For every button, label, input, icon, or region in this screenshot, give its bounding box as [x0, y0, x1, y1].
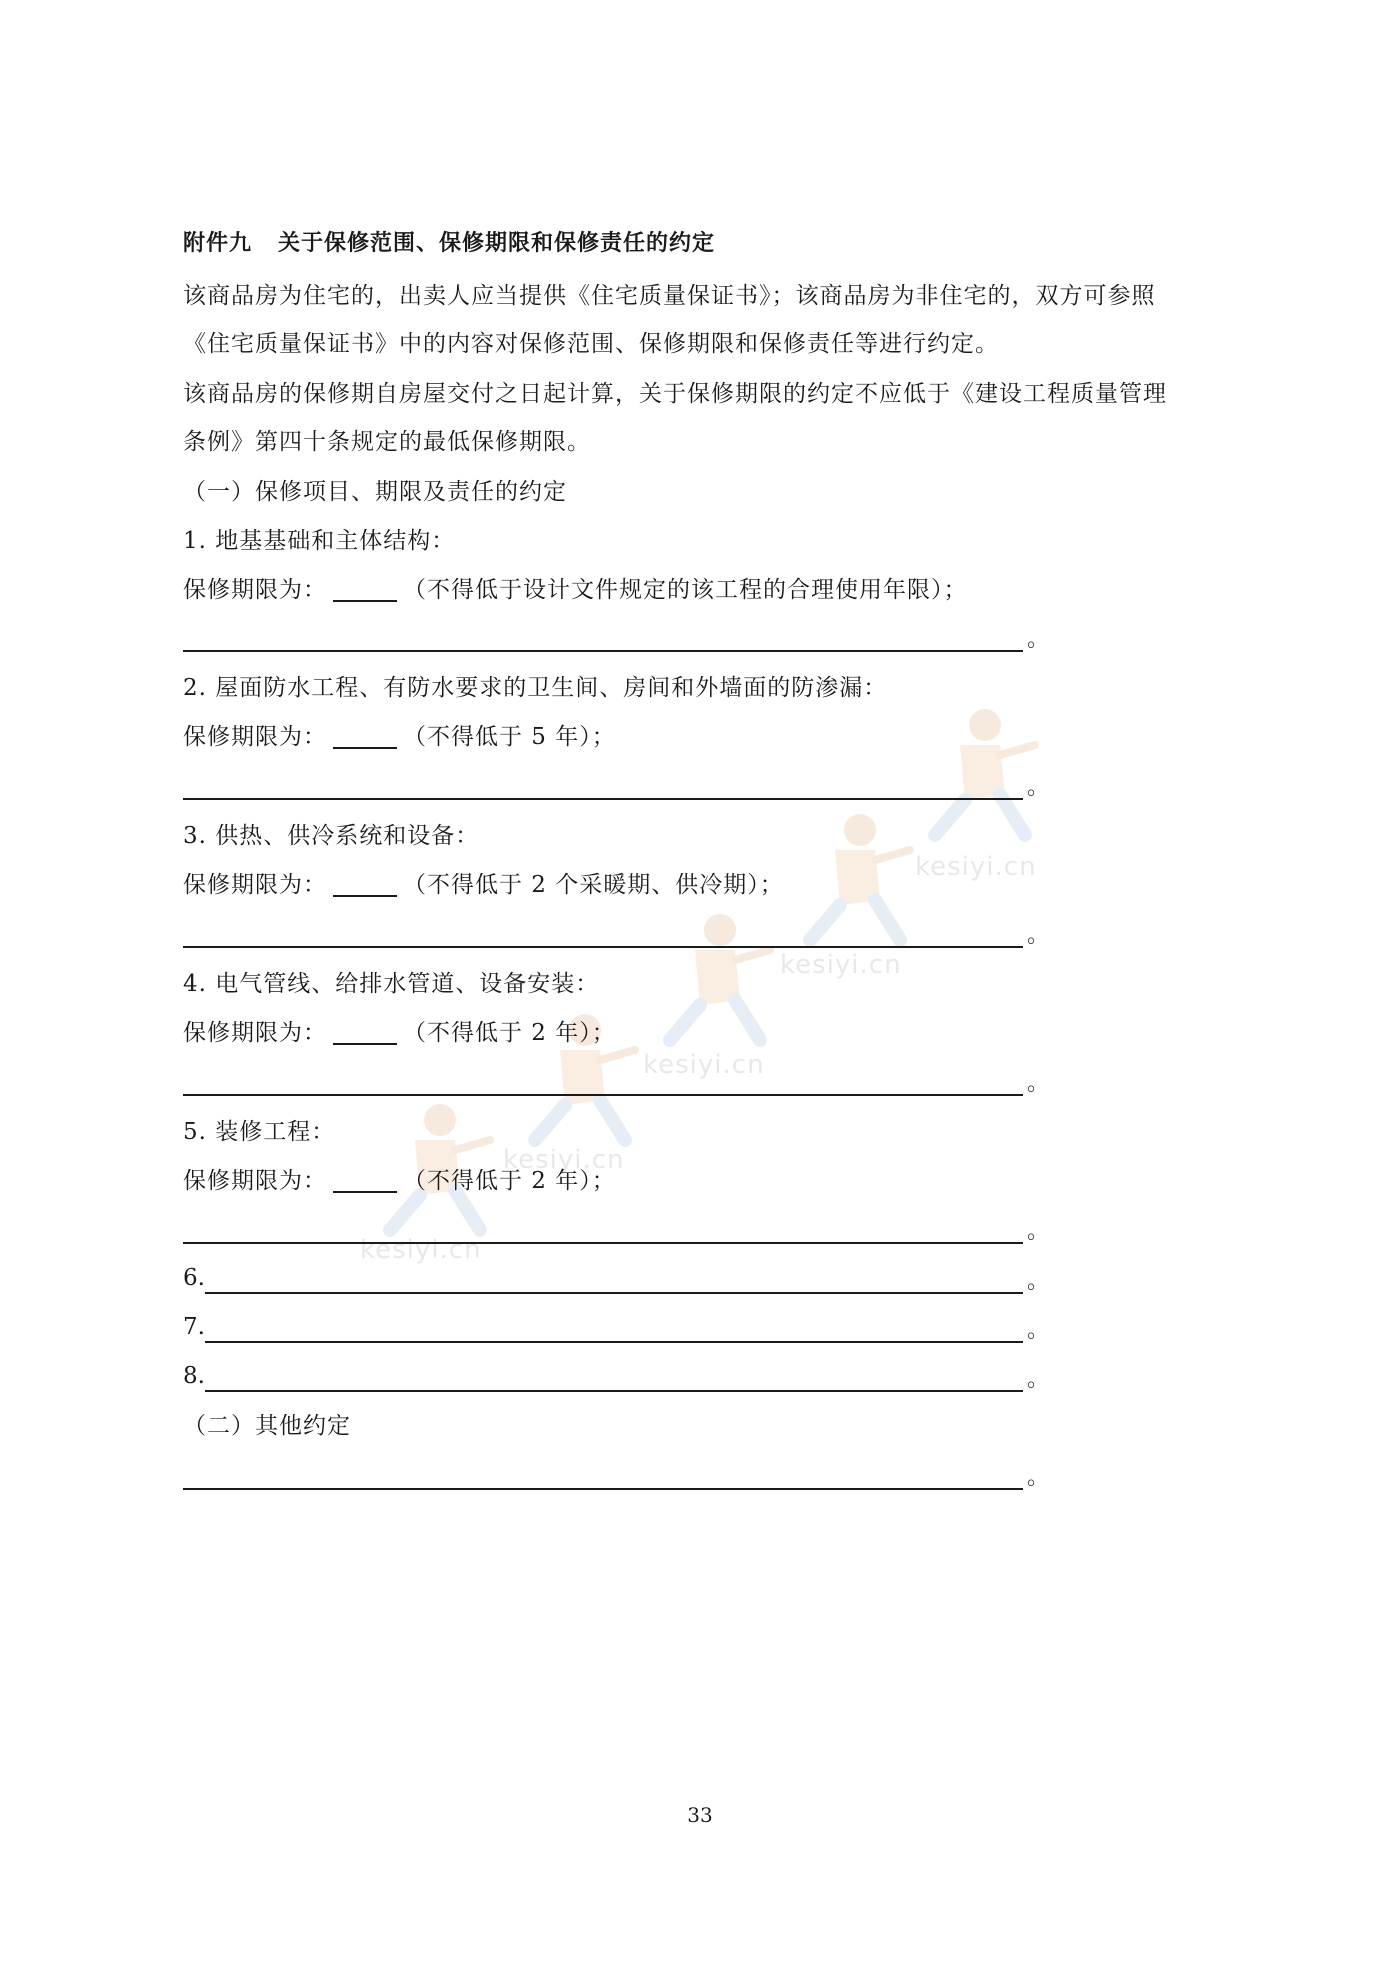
blank-underline: [183, 1094, 1023, 1096]
period-input[interactable]: [333, 723, 397, 749]
warranty-period-row: [183, 869, 784, 901]
period-label: 保修期限为：: [183, 1168, 327, 1194]
period-label: 保修期限为：: [183, 724, 327, 750]
intro-line: 该商品房的保修期自房屋交付之日起计算，关于保修期限的约定不应低于《建设工程质量管理: [183, 381, 1167, 407]
period-mark: 。: [1027, 1269, 1050, 1294]
fill-in-line[interactable]: [183, 768, 1063, 800]
period-mark: 。: [1027, 627, 1050, 652]
title-text: 关于保修范围、保修期限和保修责任的约定: [278, 231, 716, 256]
period-input[interactable]: [333, 1019, 397, 1045]
fill-in-line[interactable]: [183, 916, 1063, 948]
intro-line: 《住宅质量保证书》中的内容对保修范围、保修期限和保修责任等进行约定。: [183, 331, 999, 357]
item-label: 2. 屋面防水工程、有防水要求的卫生间、房间和外墙面的防渗漏：: [183, 675, 888, 701]
page-title: [183, 228, 715, 260]
period-input[interactable]: [333, 1167, 397, 1193]
page-number: 33: [687, 1803, 713, 1827]
intro-line: 该商品房为住宅的，出卖人应当提供《住宅质量保证书》；该商品房为非住宅的，双方可参照: [183, 283, 1156, 309]
period-note: （不得低于 5 年）；: [403, 724, 616, 750]
period-mark: 。: [1027, 923, 1050, 948]
period-mark: 。: [1027, 775, 1050, 800]
period-note: （不得低于设计文件规定的该工程的合理使用年限）；: [403, 577, 968, 603]
warranty-period-row: [183, 1165, 616, 1197]
blank-underline: [205, 1341, 1023, 1343]
blank-underline: [205, 1390, 1023, 1392]
warranty-period-row: [183, 721, 616, 753]
period-mark: 。: [1027, 1071, 1050, 1096]
blank-underline: [183, 798, 1023, 800]
blank-underline: [183, 650, 1023, 652]
period-label: 保修期限为：: [183, 872, 327, 898]
fill-in-line[interactable]: [183, 1212, 1063, 1244]
item-number: 8.: [183, 1363, 205, 1389]
watermark-text: kesiyi.cn: [915, 852, 1037, 882]
section-heading: （一）保修项目、期限及责任的约定: [183, 479, 567, 505]
warranty-period-row: [183, 1017, 616, 1049]
numbered-blank-row[interactable]: [183, 1360, 1063, 1392]
warranty-period-row: [183, 574, 968, 606]
blank-underline: [183, 1242, 1023, 1244]
item-number: 6.: [183, 1265, 205, 1291]
watermark-text: kesiyi.cn: [643, 1050, 765, 1080]
period-input[interactable]: [333, 576, 397, 602]
period-input[interactable]: [333, 871, 397, 897]
fill-in-line[interactable]: [183, 1458, 1063, 1490]
watermark-text: kesiyi.cn: [360, 1235, 482, 1265]
period-note: （不得低于 2 个采暖期、供冷期）；: [403, 872, 784, 898]
item-label: 1. 地基基础和主体结构：: [183, 528, 456, 554]
period-label: 保修期限为：: [183, 577, 327, 603]
period-mark: 。: [1027, 1465, 1050, 1490]
blank-underline: [183, 1488, 1023, 1490]
item-label: 4. 电气管线、给排水管道、设备安装：: [183, 971, 600, 997]
title-annex-number: 附件九: [183, 231, 253, 256]
fill-in-line[interactable]: [183, 1064, 1063, 1096]
period-label: 保修期限为：: [183, 1020, 327, 1046]
section-heading: （二）其他约定: [183, 1413, 351, 1439]
numbered-blank-row[interactable]: [183, 1311, 1063, 1343]
fill-in-line[interactable]: [183, 620, 1063, 652]
watermark-text: kesiyi.cn: [503, 1145, 625, 1175]
watermark-text: kesiyi.cn: [780, 950, 902, 980]
blank-underline: [183, 946, 1023, 948]
numbered-blank-row[interactable]: [183, 1262, 1063, 1294]
period-mark: 。: [1027, 1318, 1050, 1343]
period-mark: 。: [1027, 1367, 1050, 1392]
blank-underline: [205, 1292, 1023, 1294]
period-note: （不得低于 2 年）；: [403, 1020, 616, 1046]
intro-line: 条例》第四十条规定的最低保修期限。: [183, 429, 591, 455]
period-mark: 。: [1027, 1219, 1050, 1244]
item-label: 3. 供热、供冷系统和设备：: [183, 823, 480, 849]
item-label: 5. 装修工程：: [183, 1119, 336, 1145]
period-note: （不得低于 2 年）；: [403, 1168, 616, 1194]
item-number: 7.: [183, 1314, 205, 1340]
